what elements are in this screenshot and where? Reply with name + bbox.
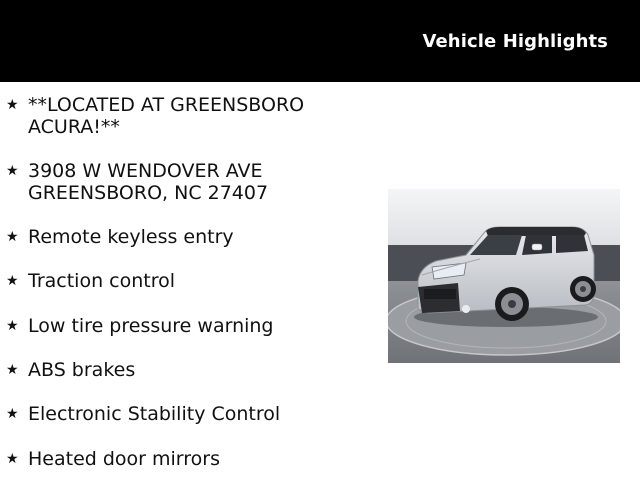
header-bar: [0, 0, 640, 82]
car-illustration: [388, 189, 620, 363]
header-title: Vehicle Highlights: [422, 31, 608, 52]
star-icon: ★: [6, 273, 19, 289]
highlight-text: Low tire pressure warning: [28, 315, 274, 337]
highlight-text: ABS brakes: [28, 359, 136, 381]
highlight-text: Traction control: [28, 270, 176, 292]
star-icon: ★: [6, 451, 19, 467]
star-icon: ★: [6, 163, 19, 179]
highlight-text: Heated door mirrors: [28, 448, 221, 470]
highlight-text: 3908 W WENDOVER AVE GREENSBORO, NC 27407: [28, 160, 269, 204]
star-icon: ★: [6, 406, 19, 422]
highlight-text: Electronic Stability Control: [28, 403, 281, 425]
star-icon: ★: [6, 318, 19, 334]
vehicle-photo: [388, 189, 620, 363]
star-icon: ★: [6, 362, 19, 378]
highlight-text: Remote keyless entry: [28, 226, 234, 248]
highlight-text: **LOCATED AT GREENSBORO ACURA!**: [28, 94, 305, 138]
star-icon: ★: [6, 229, 19, 245]
star-icon: ★: [6, 97, 19, 113]
